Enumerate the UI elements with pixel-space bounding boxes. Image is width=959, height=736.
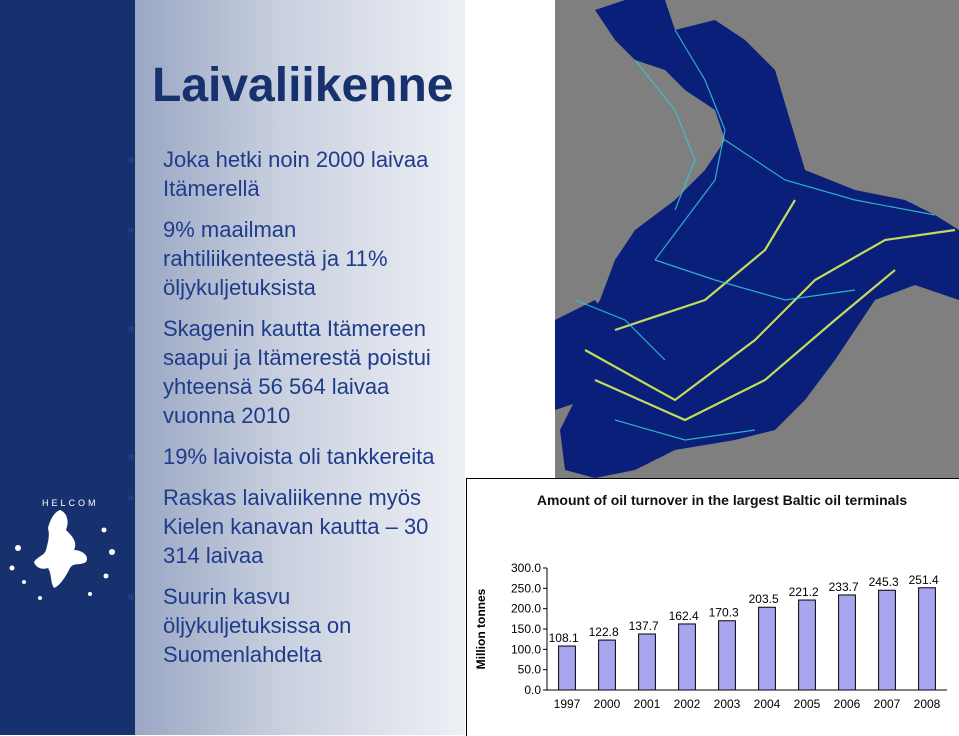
- y-tick-label: 100.0: [510, 642, 541, 657]
- bullet-text: Suurin kasvu öljykuljetuksissa on Suomenlahdelta: [163, 584, 352, 667]
- x-tick-label: 1997: [553, 697, 581, 711]
- data-label: 162.4: [668, 608, 699, 623]
- x-tick-label: 2003: [713, 697, 741, 711]
- x-tick-label: 2002: [673, 697, 701, 711]
- x-tick-label: 2006: [833, 697, 861, 711]
- bar: [839, 595, 856, 690]
- bullet-text: Skagenin kautta Itämereen saapui ja Itämerestä poistui yhteensä 56 564 laivaa vuonna 2010: [163, 316, 431, 428]
- data-label: 122.8: [588, 625, 619, 640]
- y-tick-label: 150.0: [510, 622, 541, 636]
- data-label: 233.7: [828, 579, 859, 594]
- bullet-item: [125, 582, 445, 669]
- oil-turnover-chart: [466, 478, 959, 736]
- chart-y-axis-label: Million tonnes: [474, 588, 488, 670]
- bullet-dot-icon: [128, 594, 134, 600]
- x-tick-label: 2008: [913, 697, 941, 711]
- bar: [559, 646, 576, 690]
- data-label: 245.3: [868, 575, 899, 590]
- bullet-text: Joka hetki noin 2000 laivaa Itämerellä: [163, 147, 429, 201]
- y-tick-label: 250.0: [510, 581, 541, 596]
- x-tick-label: 2001: [633, 697, 661, 711]
- data-label: 170.3: [708, 605, 739, 620]
- bullet-item: [125, 145, 445, 203]
- bar: [639, 634, 656, 690]
- y-tick-label: 0.0: [524, 683, 541, 697]
- chart-plot-area: [467, 479, 959, 736]
- bullet-item: [125, 215, 445, 302]
- x-tick-label: 2000: [593, 697, 621, 711]
- data-label: 137.7: [628, 619, 659, 634]
- bullet-dot-icon: [128, 454, 134, 460]
- y-tick-label: 200.0: [510, 601, 541, 616]
- bar: [919, 588, 936, 690]
- bullet-dot-icon: [128, 157, 134, 163]
- bullet-text: Raskas laivaliikenne myös Kielen kanavan kautta – 30 314 laivaa: [163, 485, 429, 568]
- bullet-dot-icon: [128, 227, 134, 233]
- data-label: 108.1: [548, 631, 579, 646]
- slide-title: Laivaliikenne: [152, 59, 454, 112]
- bar: [879, 590, 896, 690]
- x-tick-label: 2005: [793, 697, 821, 711]
- bar: [719, 621, 736, 690]
- bullet-text: 9% maailman rahtiliikenteestä ja 11% öljykuljetuksista: [163, 217, 388, 300]
- bullet-item: [125, 442, 445, 471]
- bar: [799, 600, 816, 690]
- x-tick-label: 2004: [753, 697, 781, 711]
- helcom-logo: [0, 490, 130, 610]
- bar: [599, 640, 616, 690]
- bullet-item: [125, 314, 445, 430]
- svg-text:HELCOM: HELCOM: [42, 498, 99, 508]
- data-label: 251.4: [908, 572, 939, 587]
- y-tick-label: 300.0: [510, 561, 541, 575]
- bullet-list: [125, 145, 445, 681]
- bullet-text: 19% laivoista oli tankkereita: [163, 444, 435, 469]
- bar: [759, 607, 776, 690]
- data-label: 221.2: [788, 585, 819, 600]
- data-label: 203.5: [748, 592, 779, 607]
- left-navy-band: [0, 0, 135, 735]
- bar: [679, 624, 696, 690]
- bullet-item: [125, 483, 445, 570]
- x-tick-label: 2007: [873, 697, 901, 711]
- y-tick-label: 50.0: [517, 662, 541, 677]
- bullet-dot-icon: [128, 326, 134, 332]
- bullet-dot-icon: [128, 495, 134, 501]
- chart-title: Amount of oil turnover in the largest Baltic oil terminals: [536, 492, 908, 508]
- baltic-shipping-map: [555, 0, 959, 478]
